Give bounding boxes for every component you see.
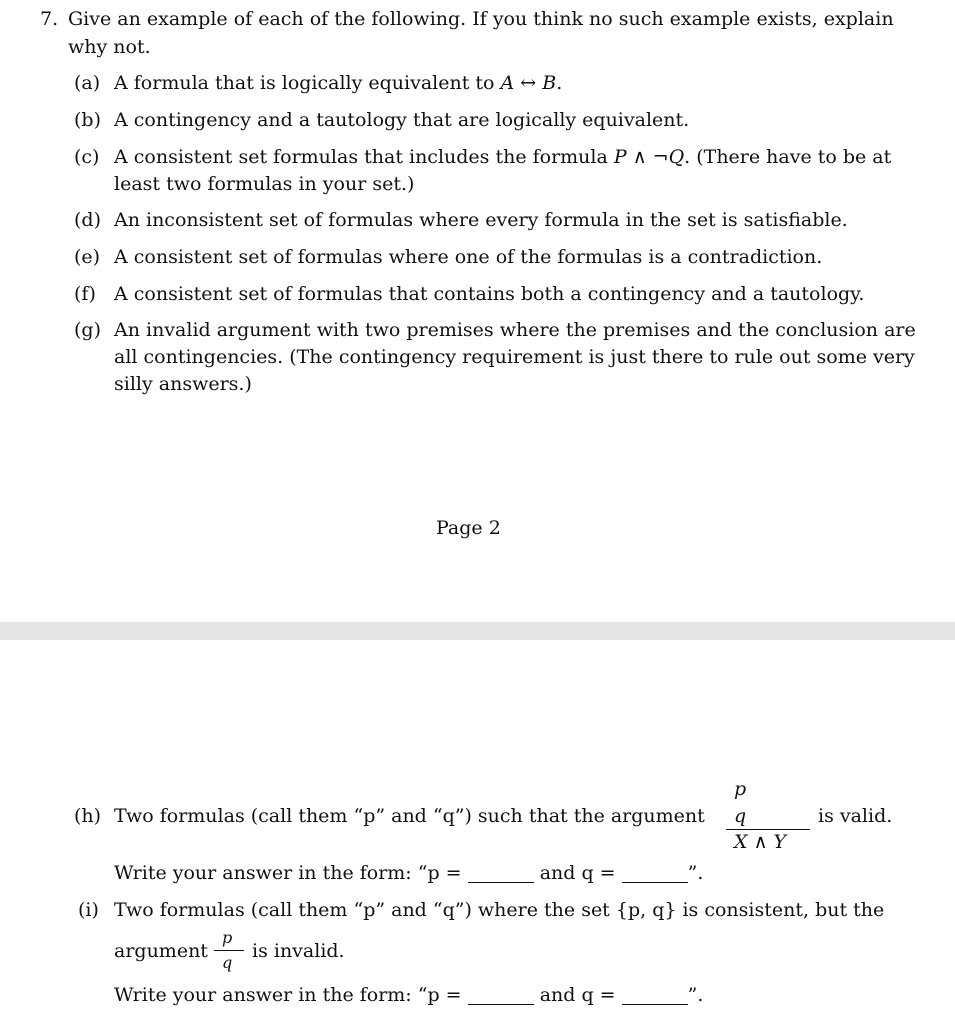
item-h-conclusion: X ∧ Y	[734, 831, 787, 853]
item-h-premise2: q	[734, 805, 747, 827]
item-i-blank-q[interactable]	[622, 986, 688, 1005]
item-e-text: A consistent set of formulas where one of the formulas is a contradiction.	[114, 246, 823, 268]
page-separator	[0, 622, 955, 640]
item-a-text: A formula that is logically equivalent to A ↔ B.	[114, 72, 563, 94]
question-intro-line1: Give an example of each of the following. If you think no such example exists, explain	[68, 8, 894, 30]
item-i-label: (i)	[78, 899, 99, 921]
item-i-premise: p	[222, 928, 233, 947]
question-intro-line2: why not.	[68, 36, 151, 58]
question-number: 7.	[40, 8, 59, 30]
item-b-label: (b)	[74, 109, 101, 131]
item-i-line1: Two formulas (call them “p” and “q”) where the set {p, q} is consistent, but the	[114, 899, 885, 921]
item-h-answer-form: Write your answer in the form: “p = and q = ”.	[114, 862, 704, 884]
item-g-label: (g)	[74, 319, 101, 341]
item-i-argument-word: argument	[114, 940, 208, 962]
item-h-premise1: p	[734, 778, 747, 800]
item-d-text: An inconsistent set of formulas where every formula in the set is satisfiable.	[114, 209, 848, 231]
item-i-answer-form: Write your answer in the form: “p = and q = ”.	[114, 984, 704, 1006]
item-g-line3: silly answers.)	[114, 373, 252, 395]
item-d-label: (d)	[74, 209, 101, 231]
item-h-argument-rule	[726, 829, 810, 830]
item-h-blank-p[interactable]	[468, 864, 534, 883]
item-f-label: (f)	[74, 283, 96, 305]
item-f-text: A consistent set of formulas that contains both a contingency and a tautology.	[114, 283, 865, 305]
item-e-label: (e)	[74, 246, 101, 268]
item-a-formula: A ↔ B	[500, 72, 557, 94]
item-h-suffix: is valid.	[818, 805, 893, 827]
page-number: Page 2	[436, 517, 501, 539]
item-i-blank-p[interactable]	[468, 986, 534, 1005]
item-g-line2: all contingencies. (The contingency requirement is just there to rule out some very	[114, 346, 915, 368]
item-i-suffix: is invalid.	[252, 940, 345, 962]
item-h-blank-q[interactable]	[622, 864, 688, 883]
item-c-formula: P ∧ ¬Q	[613, 146, 685, 168]
item-h-label: (h)	[74, 805, 102, 827]
item-i-argument-rule	[214, 950, 244, 951]
item-c-label: (c)	[74, 146, 100, 168]
item-h-text: Two formulas (call them “p” and “q”) such that the argument	[114, 805, 705, 827]
item-a-label: (a)	[74, 72, 101, 94]
item-g-line1: An invalid argument with two premises where the premises and the conclusion are	[114, 319, 916, 341]
item-c-line2: least two formulas in your set.)	[114, 173, 415, 195]
item-c-text: A consistent set formulas that includes the formula P ∧ ¬Q. (There have to be at	[114, 146, 892, 168]
item-i-conclusion: q	[222, 953, 233, 972]
item-b-text: A contingency and a tautology that are logically equivalent.	[114, 109, 690, 131]
